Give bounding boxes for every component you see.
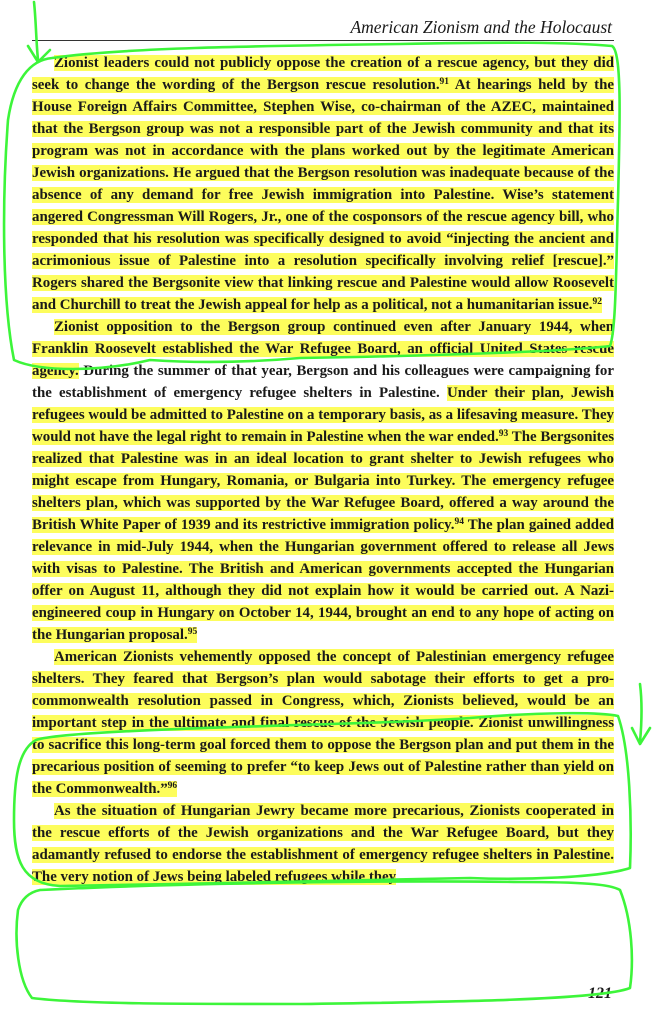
highlighted-text: Under their plan, Jewish refugees would be admitted to Palestine on a temporary basis, as a lifesaving measure. They would not have the legal right to remain in Palestine when the war ended.$^{93}$ The Bergsonites realized that Palestine was in an ideal location to grant shelter to Jewish refugees who might escape from Hungary, Romania, or Bulgaria into Turkey. The emergency refugee shelters plan, which was supported by the War Refugee Board, offered a way around the British White Paper of 1939 and its restrictive immigration policy.$^{94}$ The plan gained added relevance in mid-July 1944, when the Hungarian government offered to release all Jews with visas to Palestine. The British and American governments accepted the Hungarian offer on August 11, although they did not explain how it would be carried out. A Nazi-engineered coup in Hungary on October 14, 1944, brought an end to any hope of acting on the Hungarian proposal.$^{95}$ bbox=[32, 385, 614, 643]
green-loop-paragraph-4 bbox=[17, 881, 632, 1004]
body-text bbox=[32, 52, 614, 888]
paragraph-3 bbox=[32, 646, 614, 800]
highlighted-text: American Zionists vehemently opposed the concept of Palestinian emergency refugee shelters. They feared that Bergson’s plan would sabotage their efforts to get a pro-commonwealth resolution passed in Congress, which, Zionists believed, would be an important step in the ultimate and final rescue of the Jewish people. Zionist unwillingness to sacrifice this long-term goal forced them to oppose the Bergson plan and put them in the precarious position of seeming to prefer “to keep Jews out of Palestine rather than yield on the Commonwealth.”$^{96}$ bbox=[32, 649, 614, 797]
footnote-ref: 95 bbox=[187, 627, 198, 637]
highlighted-text: As the situation of Hungarian Jewry became more precarious, Zionists cooperated in the rescue efforts of the Jewish organizations and the War Refugee Board, but they adamantly refused to endorse the establishment of emergency refugee shelters in Palestine. The very notion of Jews being labeled refugees while they bbox=[32, 803, 614, 885]
green-arrow-right bbox=[632, 684, 650, 744]
paragraph-1 bbox=[32, 52, 614, 316]
paragraph-4 bbox=[32, 800, 614, 888]
footnote-ref: 91 bbox=[439, 77, 450, 87]
footnote-ref: 94 bbox=[454, 517, 464, 527]
paragraph-2 bbox=[32, 316, 614, 646]
header-rule bbox=[32, 40, 614, 41]
highlighted-text: Zionist opposition to the Bergson group continued even after January 1944, when Franklin Roosevelt established the War Refugee Board, an official United States rescue agency. bbox=[32, 319, 614, 379]
highlighted-text: Zionist leaders could not publicly oppose the creation of a rescue agency, but they did seek to change the wording of the Bergson rescue resolution.$^{91}$ At hearings held by the House Foreign Affairs Committee, Stephen Wise, co-chairman of the AZEC, maintained that the Bergson group was not a responsible part of the Jewish community and that its program was not in accordance with the plans worked out by the legitimate American Jewish organizations. He argued that the Bergson resolution was inadequate because of the absence of any demand for free Jewish immigration into Palestine. Wise’s statement angered Congressman Will Rogers, Jr., one of the cosponsors of the rescue agency bill, who responded that his resolution was specifically designed to avoid “injecting the ancient and acrimonious issue of Palestine into a resolution specifically involving relief [rescue].” Rogers shared the Bergsonite view that linking rescue and Palestine would allow Roosevelt and Churchill to treat the Jewish appeal for help as a political, not a humanitarian issue.$^{92}$ bbox=[32, 55, 614, 313]
footnote-ref: 92 bbox=[592, 297, 603, 307]
footnote-ref: 93 bbox=[498, 429, 509, 439]
footnote-ref: 96 bbox=[167, 781, 178, 791]
running-head: American Zionism and the Holocaust bbox=[350, 17, 612, 37]
plain-text: During the summer of that year, Bergson and his colleagues were campaigning for the establishment of emergency refugee shelters in Palestine. bbox=[32, 363, 614, 401]
page-number: 121 bbox=[588, 985, 612, 1002]
